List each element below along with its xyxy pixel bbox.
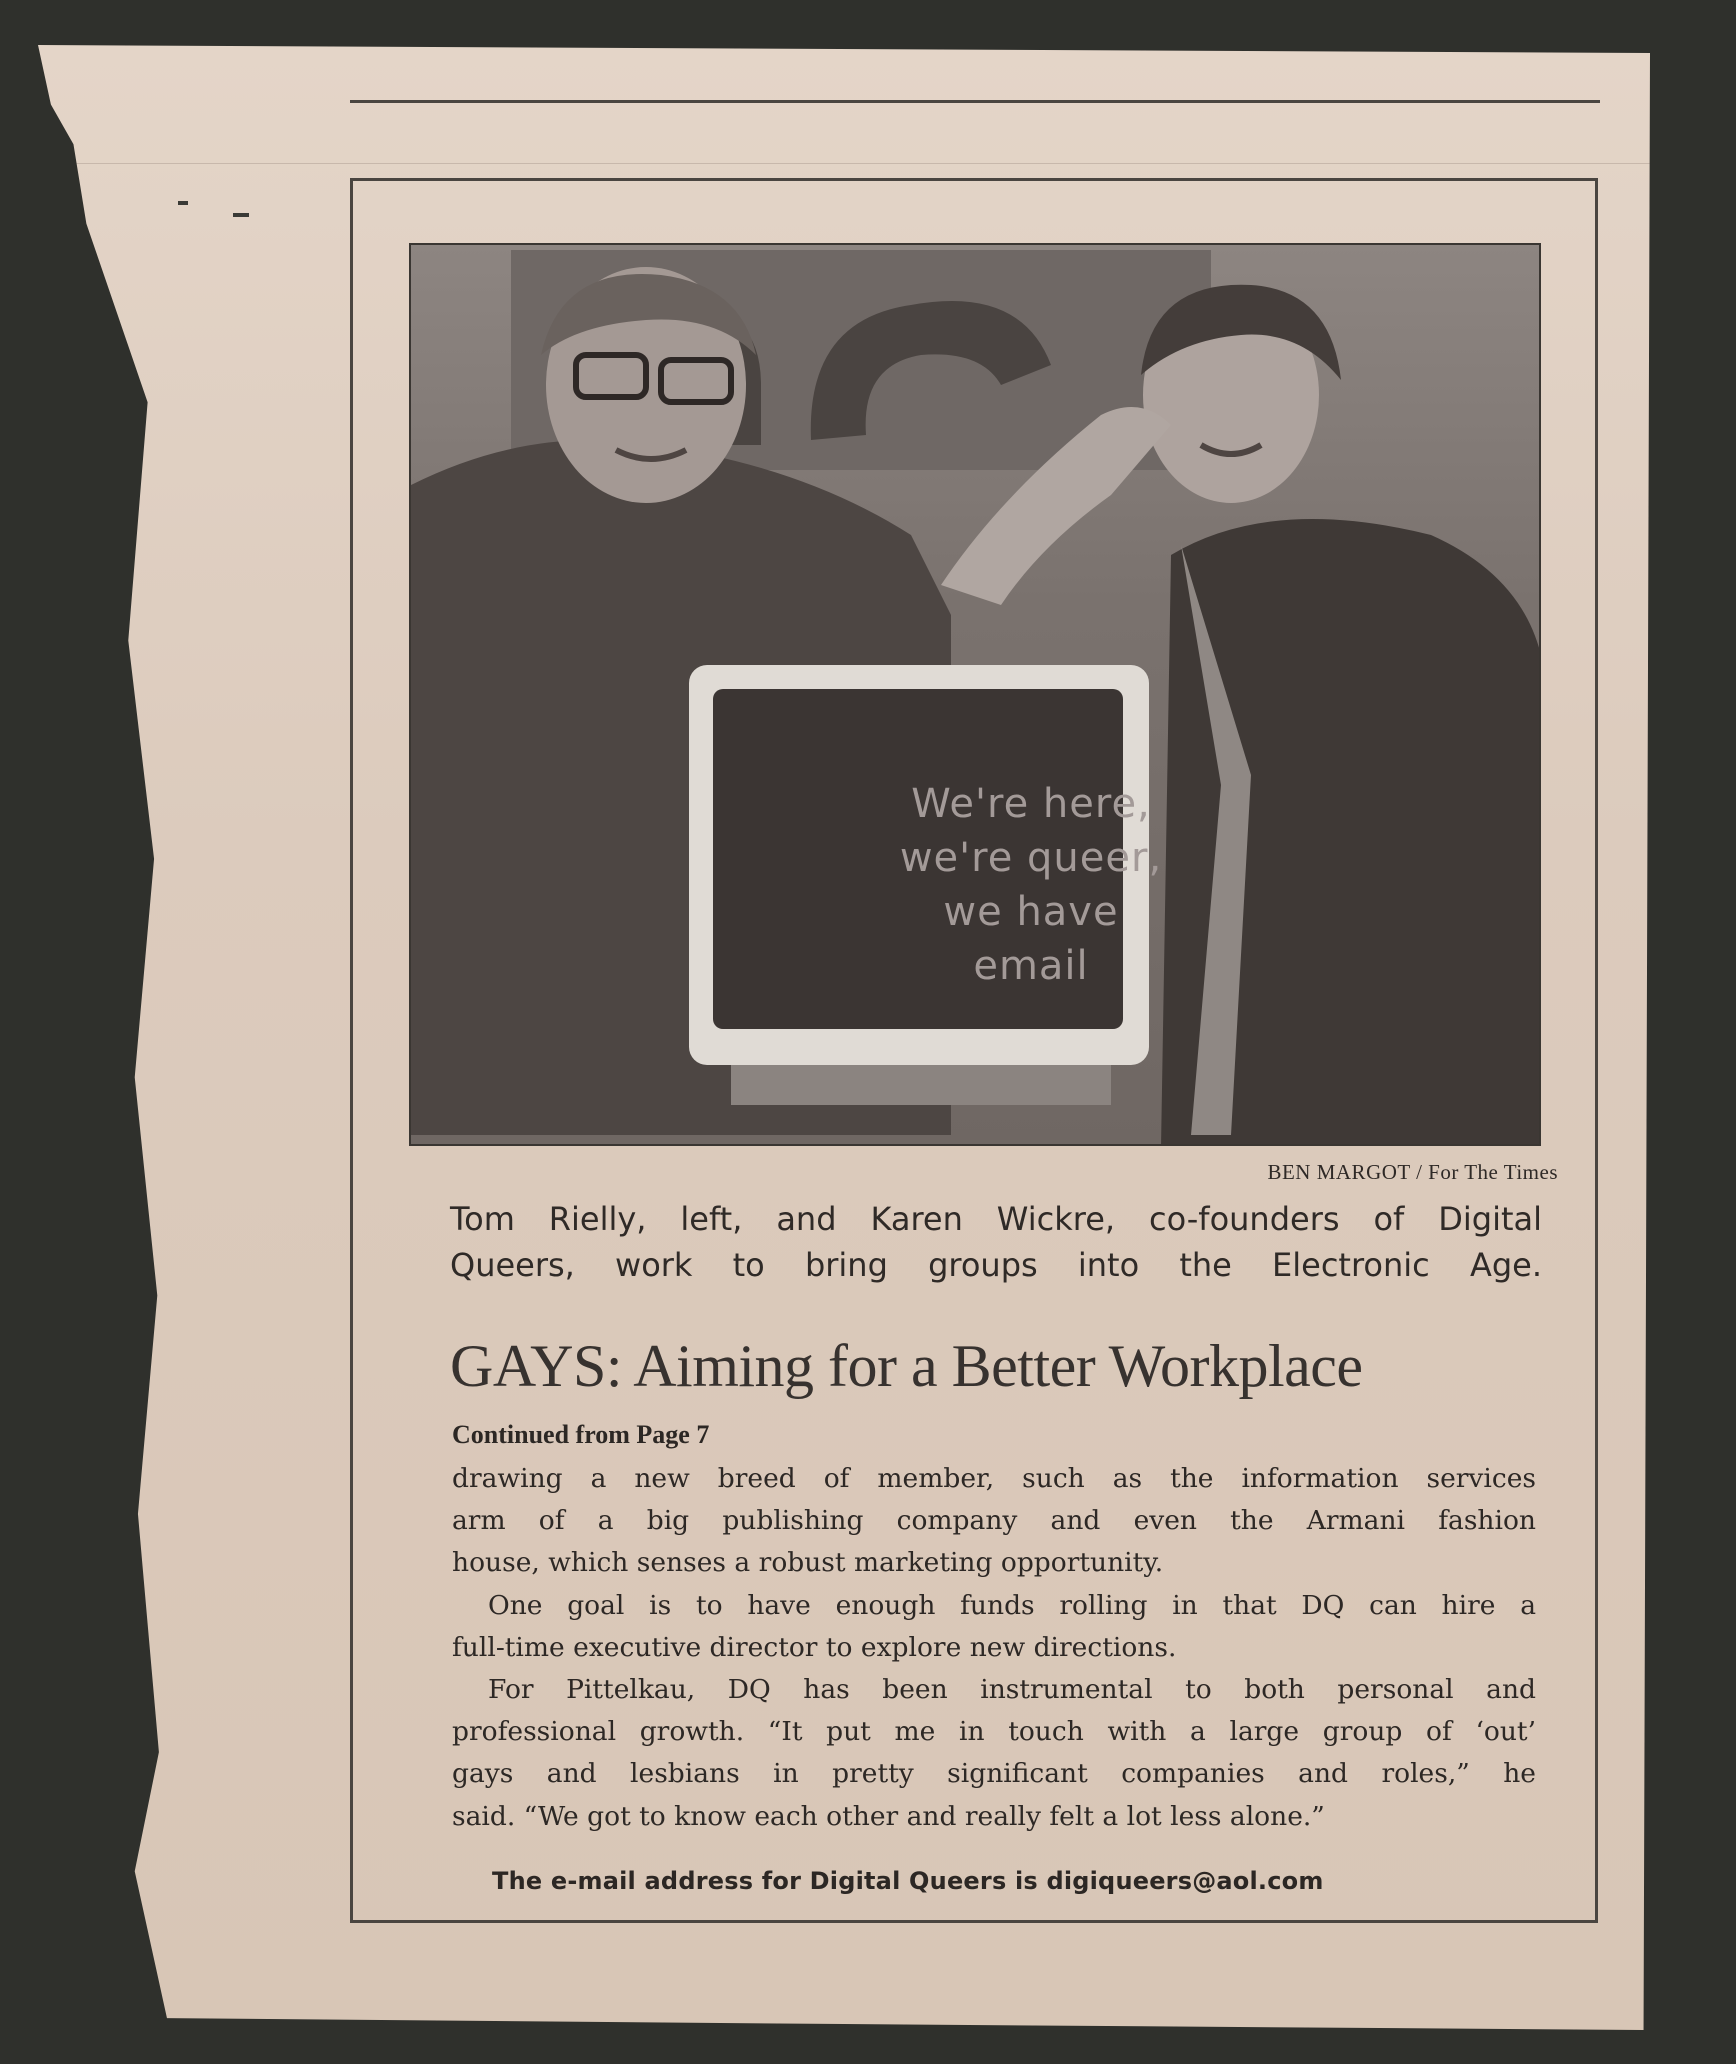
monitor-base: [731, 1065, 1111, 1105]
body-line-7: professional growth. “It put me in touch with a large group of ‘out’: [452, 1716, 1536, 1748]
screen-line-4: email: [973, 943, 1089, 989]
body-line-2: arm of a big publishing company and even the Armani fashion: [452, 1505, 1536, 1537]
body-line-9: said. “We got to know each other and really felt a lot less alone.”: [452, 1800, 1325, 1832]
screen-line-2: we're queer,: [899, 835, 1163, 881]
body-line-6: For Pittelkau, DQ has been instrumental to both personal and: [488, 1674, 1536, 1706]
photo-credit: BEN MARGOT / For The Times: [1267, 1160, 1558, 1184]
email-footer-note: The e-mail address for Digital Queers is digiqueers@aol.com: [492, 1867, 1324, 1895]
body-line-3: house, which senses a robust marketing opportunity.: [452, 1547, 1164, 1579]
body-line-5: full-time executive director to explore new directions.: [452, 1631, 1177, 1663]
monitor-screen-text: [876, 777, 1186, 993]
body-line-4: One goal is to have enough funds rolling in that DQ can hire a: [488, 1589, 1536, 1621]
screen-line-1: We're here,: [911, 781, 1151, 827]
punch-mark-2: [233, 213, 249, 217]
caption-line-1: Tom Rielly, left, and Karen Wickre, co-founders of Digital: [450, 1200, 1542, 1238]
body-line-1: drawing a new breed of member, such as the information services: [452, 1463, 1536, 1494]
article-photo: [409, 243, 1541, 1146]
fold-line: [38, 163, 1650, 164]
top-rule: [350, 100, 1600, 103]
photo-illustration: [411, 245, 1541, 1146]
photo-caption: [450, 1196, 1542, 1288]
article-body: [452, 1458, 1536, 1838]
punch-mark-1: [178, 201, 188, 205]
continued-from-label: Continued from Page 7: [452, 1420, 710, 1449]
body-line-8: gays and lesbians in pretty significant companies and roles,” he: [452, 1758, 1536, 1790]
headline: GAYS: Aiming for a Better Workplace: [450, 1333, 1363, 1399]
screen-line-3: we have: [943, 889, 1119, 935]
caption-line-2: Queers, work to bring groups into the Electronic Age.: [450, 1246, 1542, 1284]
